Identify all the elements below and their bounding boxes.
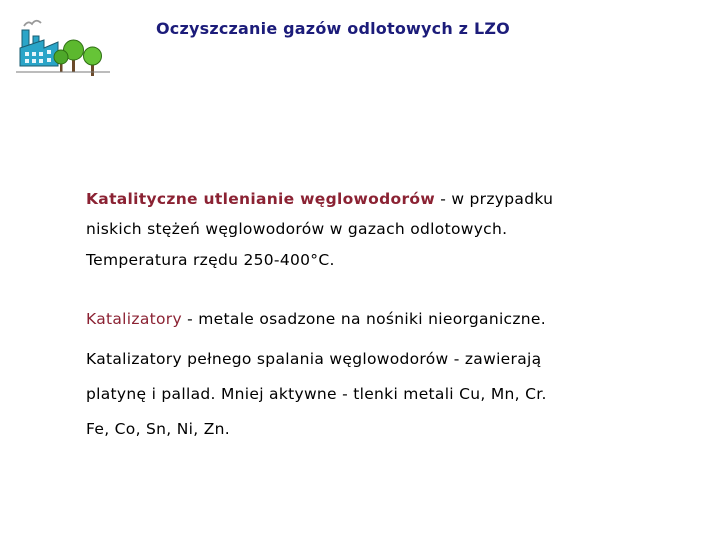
paragraph-catalytic-oxidation-line2: niskich stężeń węglowodorów w gazach odlotowych. [86,220,508,238]
paragraph-full-combustion-line3: Fe, Co, Sn, Ni, Zn. [86,420,230,438]
separator: - [434,190,452,208]
paragraph-catalytic-oxidation-line1 [86,190,553,208]
term-catalysts: Katalizatory [86,310,182,328]
definition-text: metale osadzone na nośniki nieorganiczne. [198,310,546,328]
separator: - [181,310,199,328]
temperature-range-text: Temperatura rzędu 250-400°C. [86,251,335,269]
factory-logo-icon [14,12,114,82]
paragraph-full-combustion-line2: platynę i pallad. Mniej aktywne - tlenki metali Cu, Mn, Cr. [86,385,547,403]
term-catalytic-oxidation: Katalityczne utlenianie węglowodorów [86,190,435,208]
slide-title: Oczyszczanie gazów odlotowych z LZO [156,19,510,38]
definition-text: w przypadku [451,190,554,208]
paragraph-full-combustion-line1: Katalizatory pełnego spalania węglowodorów - zawierają [86,350,542,368]
paragraph-catalysts [86,310,546,328]
